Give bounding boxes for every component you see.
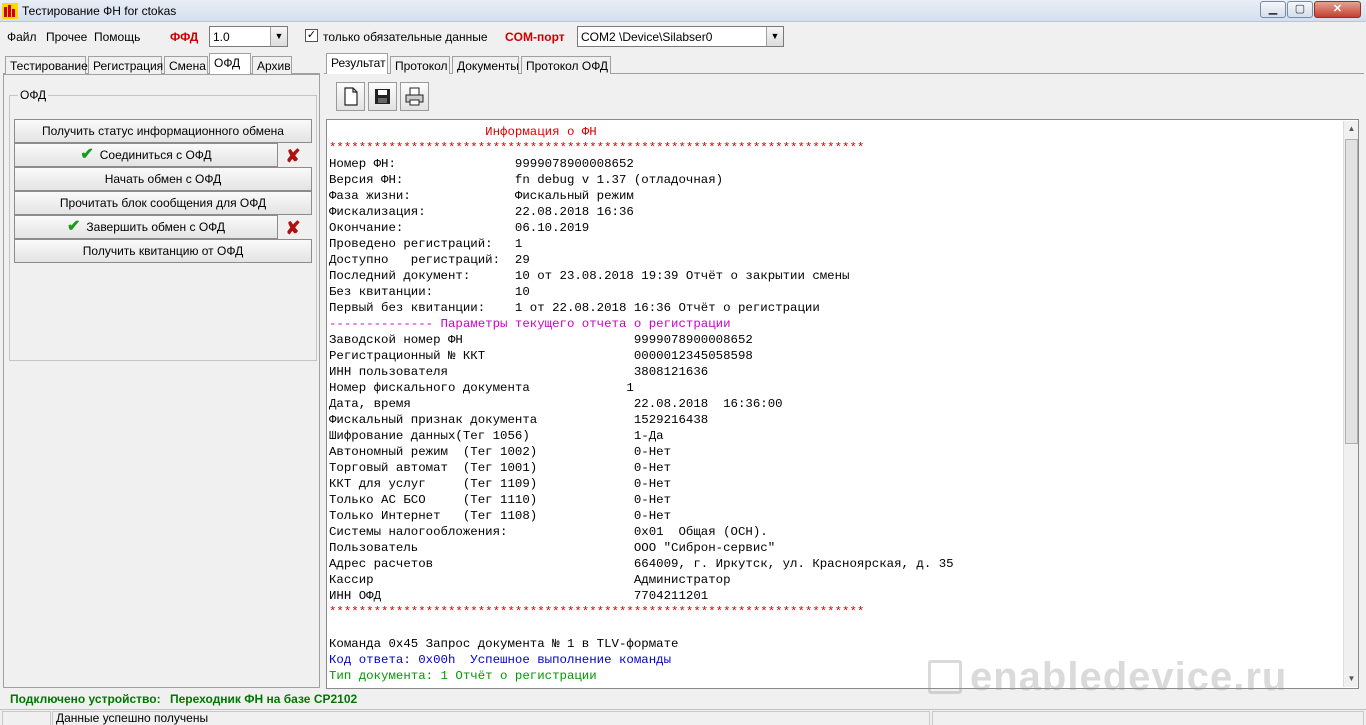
log-line: Фаза жизни: Фискальный режим [329,189,634,203]
log-line: Первый без квитанции: 1 от 22.08.2018 16:36 Отчёт о регистрации [329,301,820,315]
status-cell-empty [2,711,51,725]
log-line: Адрес расчетов 664009, г. Иркутск, ул. Красноярская, д. 35 [329,557,954,571]
printer-icon [401,83,428,110]
chevron-down-icon[interactable]: ▼ [766,27,783,46]
result-log[interactable] [326,119,1359,689]
tab-ofd[interactable]: ОФД [209,53,251,74]
connect-ofd-button[interactable] [14,143,278,167]
watermark-logo-icon [928,660,962,694]
log-scrollbar[interactable] [1343,121,1358,687]
log-line: Команда 0x45 Запрос документа № 1 в TLV-формате [329,637,679,651]
menu-other[interactable]: Прочее [46,30,88,44]
log-line: Только Интернет (Тег 1108) 0-Нет [329,509,672,523]
button-label: Получить статус информационного обмена [42,124,284,138]
log-line: Фискальный признак документа 1529216438 [329,413,709,427]
tab-registration[interactable]: Регистрация [88,56,162,74]
com-port-label: COM-порт [505,30,565,44]
log-line: -------------- Параметры текущего отчета о регистрации [329,317,731,331]
log-line: ИНН ОФД 7704211201 [329,589,709,603]
read-message-block-button[interactable] [14,191,312,215]
log-line: ************************************************************************ [329,605,865,619]
log-line: ************************************************************************ [329,141,865,155]
log-line [329,620,954,636]
button-label: Прочитать блок сообщения для ОФД [59,196,267,210]
log-line: Номер ФН: 9999078900008652 [329,157,634,171]
cancel-x-icon[interactable]: ✘ [285,146,301,166]
log-line: Номер фискального документа 1 [329,381,634,395]
ffd-select[interactable] [209,26,288,47]
get-exchange-status-button[interactable] [14,119,312,143]
log-line: Доступно регистраций: 29 [329,253,530,267]
status-message: Данные успешно получены [52,711,930,725]
scroll-thumb[interactable] [1345,139,1358,444]
ffd-label: ФФД [170,30,199,44]
log-line: Дата, время 22.08.2018 16:36:00 [329,397,783,411]
tab-testing[interactable]: Тестирование [5,56,86,74]
checkmark-icon: ✔ [66,218,81,235]
log-line: Фискализация: 22.08.2018 16:36 [329,205,634,219]
log-line: Регистрационный № ККТ 0000012345058598 [329,349,753,363]
log-line: Окончание: 06.10.2019 [329,221,590,235]
window-title: Тестирование ФН for ctokas [22,4,177,18]
button-label: Соединиться с ОФД [99,148,212,162]
log-line: ККТ для услуг (Тег 1109) 0-Нет [329,477,672,491]
finish-exchange-button[interactable] [14,215,278,239]
log-line: Проведено регистраций: 1 [329,237,523,251]
connected-device-label: Подключено устройство: [10,692,161,706]
required-only-label: только обязательные данные [323,30,488,44]
menu-file[interactable]: Файл [7,30,37,44]
ofd-group-legend: ОФД [20,88,47,102]
ffd-select-value: 1.0 [213,30,230,44]
get-receipt-button[interactable] [14,239,312,263]
minimize-button[interactable]: ▁ [1260,1,1286,18]
new-document-icon [337,83,364,110]
start-exchange-button[interactable] [14,167,312,191]
status-bar [0,709,1366,725]
ofd-groupbox [9,88,317,361]
menu-help[interactable]: Помощь [94,30,141,44]
com-port-select[interactable] [577,26,784,47]
log-lines [329,124,954,684]
log-line: Заводской номер ФН 9999078900008652 [329,333,753,347]
close-button[interactable]: ✕ [1314,1,1361,18]
log-line: Шифрование данных(Тег 1056) 1-Да [329,429,664,443]
tab-archive[interactable]: Архив [252,56,292,74]
button-label: Получить квитанцию от ОФД [82,244,244,258]
tab-result[interactable]: Результат [326,53,388,74]
menu-toolbar-row [0,24,1366,50]
tab-shift[interactable]: Смена [164,56,208,74]
log-line: Без квитанции: 10 [329,285,530,299]
scroll-up-icon[interactable]: ▲ [1347,124,1356,133]
log-line: Код ответа: 0x00h Успешное выполнение команды [329,653,672,667]
tab-protocol[interactable]: Протокол [390,56,450,74]
checkmark-icon: ✔ [80,146,94,163]
log-line: ИНН пользователя 3808121636 [329,365,709,379]
log-line: Системы налогообложения: 0x01 Общая (ОСН). [329,525,768,539]
com-port-value: COM2 \Device\Silabser0 [581,30,713,44]
new-document-button[interactable] [336,82,365,111]
log-line: Пользователь ООО "Сиброн-сервис" [329,541,776,555]
app-icon [2,3,18,19]
status-cell-right [932,711,1364,725]
log-line: Торговый автомат (Тег 1001) 0-Нет [329,461,672,475]
button-label: Завершить обмен с ОФД [86,220,225,234]
log-line: Информация о ФН [329,125,597,139]
chevron-down-icon[interactable]: ▼ [270,27,287,46]
title-bar [0,0,1366,22]
maximize-button[interactable]: ▢ [1287,1,1313,18]
connected-device-value: Переходник ФН на базе CP2102 [170,692,358,706]
scroll-down-icon[interactable]: ▼ [1347,674,1356,683]
log-line: Тип документа: 1 Отчёт о регистрации [329,669,597,683]
log-line: Последний документ: 10 от 23.08.2018 19:39 Отчёт о закрытии смены [329,269,850,283]
log-line: Только АС БСО (Тег 1110) 0-Нет [329,493,672,507]
log-line: Автономный режим (Тег 1002) 0-Нет [329,445,672,459]
save-icon [369,83,396,110]
required-only-checkbox[interactable]: ✓ [306,29,317,41]
log-line: Версия ФН: fn debug v 1.37 (отладочная) [329,173,724,187]
print-button[interactable] [400,82,429,111]
log-line: Кассир Администратор [329,573,731,587]
left-panel [3,74,320,688]
tab-documents[interactable]: Документы [452,56,519,74]
watermark: enabledevice.ru [970,655,1288,699]
save-button[interactable] [368,82,397,111]
button-label: Начать обмен с ОФД [104,172,222,186]
tab-ofd-protocol[interactable]: Протокол ОФД [521,56,611,74]
cancel-x-icon[interactable]: ✘ [285,218,301,238]
